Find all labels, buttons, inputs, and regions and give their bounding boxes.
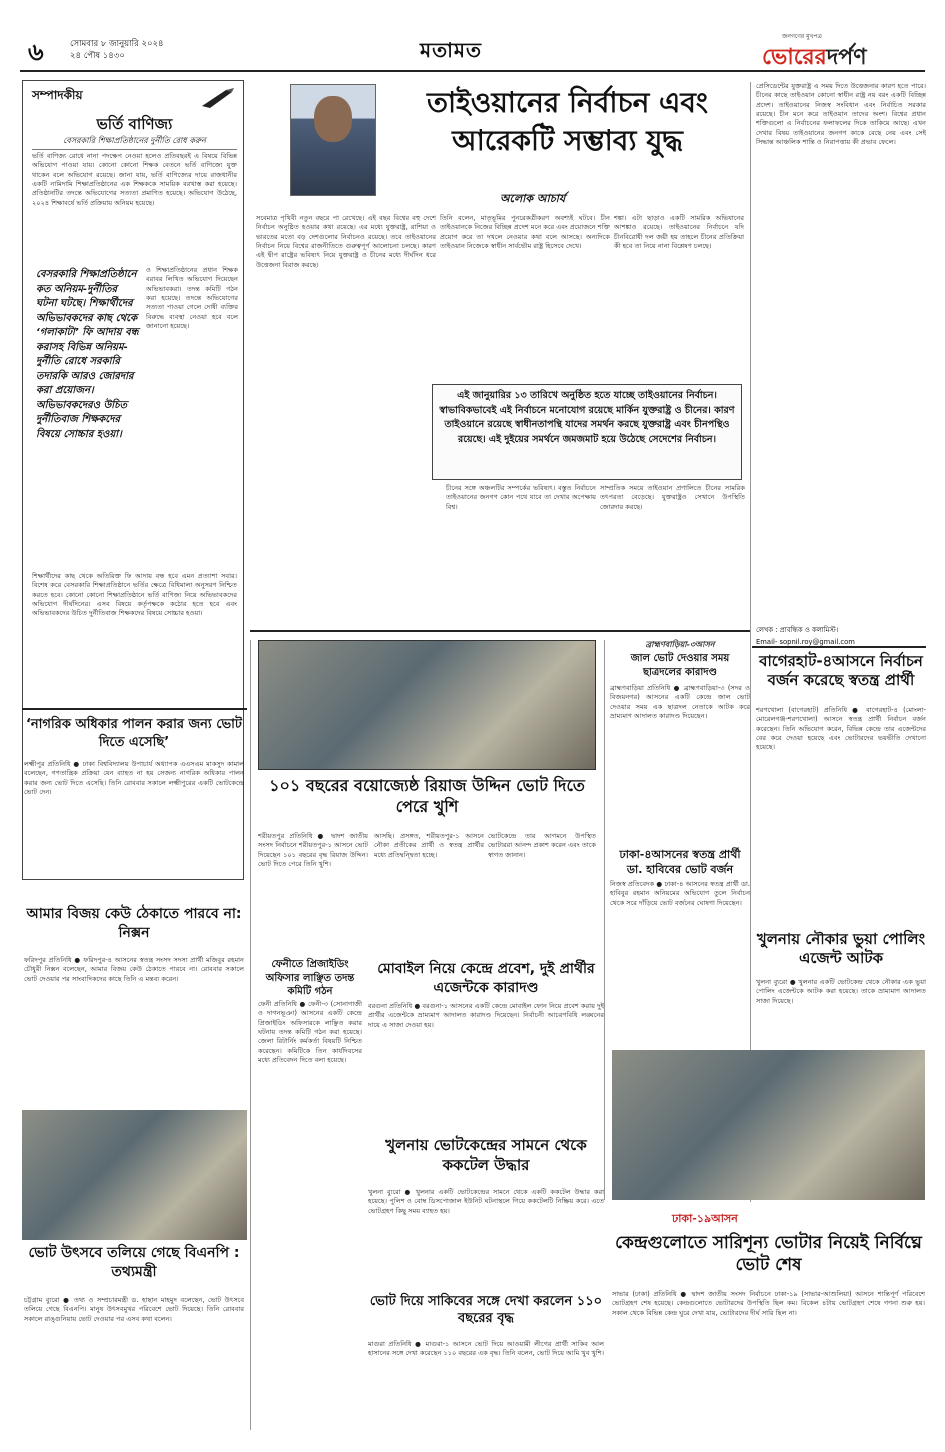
- story-body: শরীয়তপুর প্রতিনিধি ● দ্বাদশ জাতীয় সংসদ নির্বাচনে শরীয়তপুর-১ আসনে ভোট দিয়েছেন ১০১ বছরের বৃদ্ধ রিয়াজ উদ্দিন। ভোট দিতে পেরে তিনি খুশি।: [258, 832, 368, 869]
- story-headline: ভোট দিয়ে সাকিবের সঙ্গে দেখা করলেন ১১০ বছরের বৃদ্ধ: [369, 1294, 603, 1326]
- writer-credit: লেখক : প্রাবন্ধিক ও কলামিস্ট।: [756, 626, 838, 634]
- story-headline: ১০১ বছরের বয়োজ্যেষ্ঠ রিয়াজ উদ্দিন ভোট দিতে পেরে খুশি: [269, 776, 585, 816]
- section-title: মতামত: [420, 38, 483, 62]
- date-line-2: ২৪ পৌষ ১৪৩০: [70, 51, 125, 62]
- story-body: আসছি। প্রসঙ্গত, শরীয়তপুর-১ আসনে নৌকা প্রতীকের প্রার্থী ও স্বতন্ত্র প্রার্থীর মধ্যে প্রতিদ্বন্দ্বিতা হচ্ছে।: [374, 832, 484, 859]
- news-photo: [258, 640, 596, 770]
- editorial-deck: বেসরকারি শিক্ষাপ্রতিষ্ঠানের দুর্নীতি রোধ করুন: [32, 136, 237, 150]
- divider: [250, 630, 750, 632]
- story-body: মাগুরা প্রতিনিধি ● মাগুরা-১ আসনে ভোট দিয়ে আওয়ামী লীগের প্রার্থী সাকিব আল হাসানের সঙ্গে দেখা করেছেন ১১০ বছরের এক বৃদ্ধ। তিনি বলেন, ভোট দিয়ে আমি খুব খুশি।: [368, 1340, 604, 1358]
- story-headline: মোবাইল নিয়ে কেন্দ্রে প্রবেশ, দুই প্রার্থীর এজেন্টকে কারাদণ্ড: [377, 961, 595, 996]
- story-body: শরণখোলা (বাগেরহাট) প্রতিনিধি ● বাগেরহাট-৪ (মোংলা-মোরেলগঞ্জ-শরণখোলা) আসনে স্বতন্ত্র প্রার্থী নির্বাচন বর্জন করেছেন। তিনি অভিযোগ করেন, বিভিন্ন কেন্দ্রে তার এজেন্টদের বের করে দেওয়া হয়েছে এবং ভোটারদের ভয়ভীতি দেখানো হয়েছে।: [756, 706, 926, 752]
- story-kicker: ব্রাহ্মণবাড়িয়া-৩আসন: [645, 640, 715, 649]
- main-body-col1: সবেমাত্র পৃথিবী নতুন বছরে পা রেখেছে। এই বছর বিশ্বের বহু দেশে নির্বাচন অনুষ্ঠিত হওয়ার কথা রয়েছে। এর মধ্যে যুক্তরাষ্ট্র, রাশিয়া ও ভারতের মতো বড় দেশগুলোর নির্বাচনও রয়েছে। তবে তাইওয়ানের নির্বাচন নিয়ে বিশ্বের রাজনীতিতে গুরুত্বপূর্ণ আলোচনা চলছে। কারণ এই দ্বীপ রাষ্ট্রের ভবিষ্যৎ নিয়ে যুক্তরাষ্ট্র ও চীনের মধ্যে দীর্ঘদিন ধরে উত্তেজনা বিরাজ করছে।: [256, 214, 436, 269]
- story-body: নিজস্ব প্রতিবেদক ● ঢাকা-৪ আসনের স্বতন্ত্র প্রার্থী ডা. হাবিবুর রহমান অনিয়মের অভিযোগ তুলে নির্বাচন থেকে সরে দাঁড়িয়ে ভোট বর্জনের ঘোষণা দিয়েছেন।: [610, 880, 750, 907]
- story-kicker: ঢাকা-১৯আসন: [672, 1212, 738, 1225]
- main-author: অলোক আচার্য: [500, 192, 566, 205]
- date-line-1: সোমবার ৮ জানুয়ারি ২০২৪: [70, 39, 164, 49]
- story-headline: ঢাকা-৪আসনের স্বতন্ত্র প্রার্থী ডা. হাবিবের ভোট বর্জন: [619, 848, 741, 876]
- divider: [752, 646, 926, 648]
- main-pullquote: এই জানুয়ারির ১৩ তারিখে অনুষ্ঠিত হতে যাচ্ছে তাইওয়ানের নির্বাচন। স্বাভাবিকভাবেই এই নির্বাচনে মনোযোগ রয়েছে মার্কিন যুক্তরাষ্ট্র ও চীনের। কারণ তাইওয়ানে রয়েছে স্বাধীনতাপন্থি যাদের সমর্থন করছে যুক্তরাষ্ট্র এবং চীনপন্থিও রয়েছে। এই দুইয়ের সমর্থনে জমজমাট হয়ে উঠেছে সেদেশের নির্বাচন।: [432, 384, 742, 480]
- story-body: লক্ষ্মীপুর প্রতিনিধি ● ঢাকা বিশ্ববিদ্যালয় উপাচার্য অধ্যাপক এএসএম মাকসুদ কামাল বলেছেন, গণতান্ত্রিক প্রক্রিয়া যেন ব্যাহত না হয় সেজন্য নাগরিক অধিকার পালন করার জন্য ভোট দিতে এসেছি। তিনি রোববার সকালে লক্ষ্মীপুরের একটি ভোটকেন্দ্রে ভোট দেন।: [24, 760, 244, 797]
- main-headline: তাইওয়ানের নির্বাচন এবং আরেকটি সম্ভাব্য যুদ্ধ: [427, 86, 708, 157]
- column-rule: [750, 82, 751, 1202]
- main-body-col2: তিনি বলেন, মাতৃভূমির পুনরেকত্রীকরণ অবশ্যই ঘটবে। চীন তাইওয়ানকে নিজের বিচ্ছিন্ন প্রদেশ মনে করে এবং প্রয়োজনে শক্তি প্রয়োগ করে তা দখলে নেওয়ার কথা বলে আসছে। অন্যদিকে তাইওয়ান নিজেকে স্বাধীন সার্বভৌম রাষ্ট্র হিসেবে দেখে।: [440, 214, 610, 251]
- logo-part-a: ভোরের: [762, 44, 827, 70]
- editorial-label: সম্পাদকীয়: [32, 88, 83, 102]
- story-body: ফেনী প্রতিনিধি ● ফেনী-৩ (সোনাগাজী ও দাগনভূঞা) আসনের একটি কেন্দ্রে প্রিজাইডিং অফিসারকে লাঞ্ছিত করার ঘটনায় তদন্ত কমিটি গঠন করা হয়েছে। জেলা রিটার্নিং কর্মকর্তা বিষয়টি নিশ্চিত করেছেন। কমিটিকে তিন কার্যদিবসের মধ্যে প্রতিবেদন দিতে বলা হয়েছে।: [258, 1000, 362, 1065]
- logo-tagline: জনগণের মুখপত্র: [782, 33, 822, 40]
- column-rule: [250, 640, 251, 1430]
- editorial-pullquote: বেসরকারি শিক্ষাপ্রতিষ্ঠানে কত অনিয়ম-দুর্নীতির ঘটনা ঘটছে। শিক্ষার্থীদের অভিভাবকদের কাছ থেকে ‘গলাকাটা’ ফি আদায় বন্ধ করাসহ বিভিন্ন অনিয়ম-দুর্নীতি রোধে সরকারি তদারকি আরও জোরদার করা প্রয়োজন। অভিভাবকদেরও উচিত দুর্নীতিবাজ শিক্ষকদের বিষয়ে সোচ্চার হওয়া।: [36, 269, 139, 440]
- editorial-body-top: ভর্তি বাণিজ্য রোধে নানা পদক্ষেপ নেওয়া হলেও প্রতিবছরই এ বিষয়ে বিভিন্ন অভিযোগ পাওয়া যায়। কোনো কোনো শিক্ষক বেতনে ভর্তি বাণিজ্যে যুক্ত থাকেন বলে অভিযোগ রয়েছে। জানা যায়, ভর্তি বাণিজ্যের দায়ে রাজধানীর একটি নামিদামি শিক্ষাপ্রতিষ্ঠানের এক শিক্ষককে সাময়িক বরখাস্ত করা হয়েছে। প্রতিষ্ঠানটির তদন্তে অভিযোগের সত্যতা প্রমাণিত হয়েছে। অভিযোগ উঠেছে, ২০২৪ শিক্ষাবর্ষে ভর্তি প্রক্রিয়ায় অনিয়ম হয়েছে।: [32, 152, 237, 207]
- story-headline: কেন্দ্রগুলোতে সারিশূন্য ভোটার নিয়েই নির্বিঘ্নে ভোট শেষ: [615, 1233, 922, 1276]
- main-body-col5: সাম্প্রতিক সময়ে তাইওয়ান প্রণালিতে চীনের সামরিক তৎপরতা বেড়েছে। যুক্তরাষ্ট্রও সেখানে উপস্থিতি জোরদার করছে।: [600, 484, 745, 511]
- right-body: প্রেসিডেন্টের যুক্তরাষ্ট্র এ সময় দিতে উত্তেজনার কারণ হতে পারে। চীনের কাছে তাইওয়ান কোনো স্বাধীন রাষ্ট্র নয় বরং একটি বিচ্ছিন্ন প্রদেশ। তাইওয়ানের নিজস্ব সংবিধান এবং নির্বাচিত সরকার রয়েছে। চীন মনে করে তাইওয়ান তাদের অংশ। বিশ্বের প্রধান শক্তিগুলো এ নির্বাচনের ফলাফলের দিকে তাকিয়ে আছে। এখন দেখার বিষয় তাইওয়ানের জনগণ কাকে বেছে নেয় এবং সেই সিদ্ধান্ত আঞ্চলিক শান্তি ও নিরাপত্তায় কী প্রভাব ফেলে।: [756, 82, 926, 147]
- story-body: ব্রাহ্মণবাড়িয়া প্রতিনিধি ● ব্রাহ্মণবাড়িয়া-৩ (সদর ও বিজয়নগর) আসনের একটি কেন্দ্রে জাল ভোট দেওয়ার সময় এক ছাত্রদল নেতাকে আটক করে ভ্রাম্যমাণ আদালত কারাদণ্ড দিয়েছেন।: [610, 684, 750, 721]
- divider: [22, 708, 247, 710]
- newspaper-logo: [762, 40, 867, 77]
- author-face: [314, 96, 352, 142]
- editorial-body-right: ও শিক্ষাপ্রতিষ্ঠানের প্রধান শিক্ষক বরাবর লিখিত অভিযোগ দিয়েছেন অভিভাবকরা। তদন্ত কমিটি গঠন করা হয়েছে। তদন্তে অভিযোগের সত্যতা পাওয়া গেলে দোষী ব্যক্তির বিরুদ্ধে ব্যবস্থা নেওয়া হবে বলে জানানো হয়েছে।: [146, 266, 238, 331]
- story-body: সাভার (ঢাকা) প্রতিনিধি ● দ্বাদশ জাতীয় সংসদ নির্বাচনে ঢাকা-১৯ (সাভার-আশুলিয়া) আসনে শান্তিপূর্ণ পরিবেশে ভোটগ্রহণ শেষ হয়েছে। কেন্দ্রগুলোতে ভোটারদের উপস্থিতি ছিল কম। বিকেল ৪টায় ভোটগ্রহণ শেষে গণনা শুরু হয়। সকাল থেকে বিভিন্ন কেন্দ্র ঘুরে দেখা যায়, ভোটারদের দীর্ঘ সারি ছিল না।: [612, 1290, 925, 1317]
- editorial-body-bottom: শিক্ষার্থীদের কাছ থেকে অতিরিক্ত ফি আদায় বন্ধ হবে এমন প্রত্যাশা সবার। বিশেষ করে বেসরকারি শিক্ষাপ্রতিষ্ঠানে ভর্তির ক্ষেত্রে বিধিমালা অনুসরণ নিশ্চিত করতে হবে। কোনো কোনো শিক্ষাপ্রতিষ্ঠানে ভর্তি বাণিজ্য নিয়ে অভিভাবকদের অভিযোগ দীর্ঘদিনের। এসব বিষয়ে কর্তৃপক্ষকে কঠোর হতে হবে এবং অভিভাবকদের উচিত দুর্নীতিবাজ শিক্ষকদের বিষয়ে সোচ্চার হওয়া।: [32, 572, 237, 618]
- logo-part-b: দর্পণ: [826, 44, 867, 70]
- story-headline: আমার বিজয় কেউ ঠেকাতে পারবে না: নিক্সন: [26, 906, 242, 941]
- story-body: খুলনা ব্যুরো ● খুলনার একটি ভোটকেন্দ্রের সামনে থেকে একটি ককটেল উদ্ধার করা হয়েছে। পুলিশ ও বোম্ব ডিসপোজাল ইউনিট ঘটনাস্থলে গিয়ে ককটেলটি নিষ্ক্রিয় করে। এতে ভোটগ্রহণ কিছু সময় ব্যাহত হয়।: [368, 1188, 604, 1215]
- main-body-col4: চীনের সঙ্গে অঞ্চলটির সম্পর্কের ভবিষ্যৎ। বস্তুত নির্বাচনে তাইওয়ানের জনগণ কোন পথে যাবে তা দেখার অপেক্ষায় বিশ্ব।: [446, 484, 596, 511]
- story-body: খুলনা ব্যুরো ● খুলনার একটি ভোটকেন্দ্র থেকে নৌকার এক ভুয়া পোলিং এজেন্টকে আটক করা হয়েছে। তাকে ভ্রাম্যমাণ আদালত সাজা দিয়েছে।: [756, 978, 926, 1005]
- writer-email: Email- sopnil.roy@gmail.com: [756, 638, 855, 646]
- story-headline: ফেনীতে প্রিজাইডিং অফিসার লাঞ্ছিত তদন্ত কমিটি গঠন: [265, 959, 355, 997]
- news-photo: [612, 1050, 925, 1200]
- story-body: ভোটকেন্দ্রে তার আগমনে উপস্থিত ভোটাররা আনন্দ প্রকাশ করেন এবং তাকে স্বাগত জানান।: [488, 832, 596, 859]
- story-headline: বাগেরহাট-৪আসনে নির্বাচন বর্জন করেছে স্বতন্ত্র প্রার্থী: [759, 652, 923, 689]
- story-body: চট্টগ্রাম ব্যুরো ● তথ্য ও সম্প্রচারমন্ত্রী ড. হাছান মাহমুদ বলেছেন, ভোট উৎসবে তলিয়ে গেছে বিএনপি। মানুষ উৎসবমুখর পরিবেশে ভোট দিয়েছে। তিনি রোববার সকালে রাঙ্গুনিয়ায় ভোট দেওয়ার পর এসব কথা বলেন।: [24, 1296, 244, 1323]
- page-number: ৬: [28, 37, 44, 66]
- news-photo: [22, 1110, 247, 1240]
- main-body-col3: শঙ্কা। এটা ছাড়াও একটি সামরিক অভিযানের আশঙ্কাও রয়েছে। তাইওয়ানের নির্বাচনে যদি চীনবিরোধী দল জয়ী হয় তাহলে চীনের প্রতিক্রিয়া কী হবে তা নিয়ে নানা বিশ্লেষণ চলছে।: [614, 214, 744, 251]
- story-headline: খুলনায় ভোটকেন্দ্রের সামনে থেকে ককটেল উদ্ধার: [385, 1136, 587, 1174]
- editorial-headline: ভর্তি বাণিজ্য: [96, 115, 173, 133]
- story-body: বরগুনা প্রতিনিধি ● বরগুনা-১ আসনের একটি কেন্দ্রে মোবাইল ফোন নিয়ে প্রবেশ করায় দুই প্রার্থীর এজেন্টকে ভ্রাম্যমাণ আদালত কারাদণ্ড দিয়েছেন। নির্বাচনী আচরণবিধি লঙ্ঘনের দায়ে এ সাজা দেওয়া হয়।: [368, 1002, 604, 1029]
- story-headline: ‘নাগরিক অধিকার পালন করার জন্য ভোট দিতে এসেছি’: [25, 717, 243, 750]
- column-rule: [604, 640, 605, 1200]
- story-body: ফরিদপুর প্রতিনিধি ● ফরিদপুর-৪ আসনের স্বতন্ত্র সংসদ সদস্য প্রার্থী মজিবুর রহমান চৌধুরী নিক্সন বলেছেন, আমার বিজয় কেউ ঠেকাতে পারবে না। রোববার সকালে ভোট দেওয়ার পর সাংবাদিকদের কাছে তিনি এ মন্তব্য করেন।: [24, 956, 244, 983]
- story-headline: খুলনায় নৌকার ভুয়া পোলিং এজেন্ট আটক: [756, 930, 926, 967]
- story-headline: জাল ভোট দেওয়ার সময় ছাত্রদলের কারাদণ্ড: [630, 653, 730, 678]
- fountain-pen-icon: [200, 86, 236, 110]
- issue-date: [70, 38, 164, 63]
- story-headline: ভোট উৎসবে তলিয়ে গেছে বিএনপি : তথ্যমন্ত্রী: [28, 1245, 240, 1280]
